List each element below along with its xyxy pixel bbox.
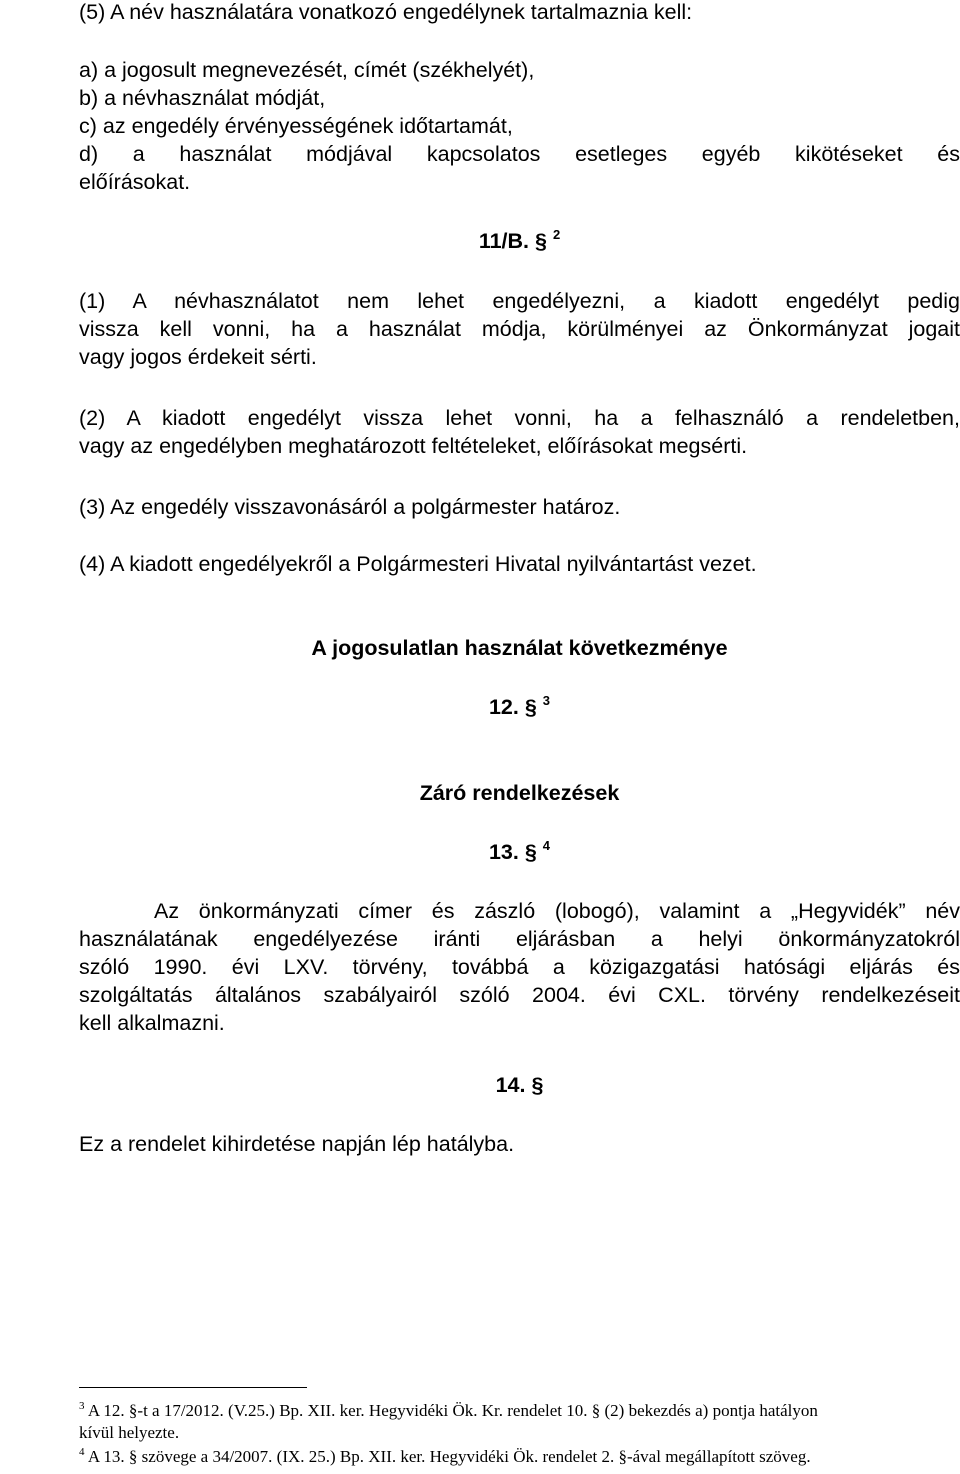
footnote-4 [79, 1446, 960, 1468]
paragraph-14: Ez a rendelet kihirdetése napján lép hatályba. [79, 1132, 515, 1156]
list-item: c) az engedély érvényességének időtartamát, [79, 114, 513, 138]
list-item: a) a jogosult megnevezését, címét (székhelyét), [79, 58, 535, 82]
section-title-unauthorized-use: A jogosulatlan használat következménye [311, 636, 728, 660]
footnote-number: 4 [79, 1446, 85, 1458]
section-heading-13 [79, 838, 960, 866]
section-heading-11b [79, 227, 960, 255]
text-line: (1) A névhasználatot nem lehet engedélyezni, a kiadott engedélyt pedig [79, 289, 960, 313]
footnote-line [79, 1400, 960, 1422]
text-line: kell alkalmazni. [79, 1011, 225, 1035]
text-line: vagy az engedélyben meghatározott feltételeket, előírásokat megsérti. [79, 434, 748, 458]
text-line: (2) A kiadott engedélyt vissza lehet vonni, ha a felhasználó a rendeletben, [79, 406, 960, 430]
footnote-number: 3 [79, 1400, 85, 1412]
list-item: b) a névhasználat módját, [79, 86, 326, 110]
text-line: vagy jogos érdekeit sérti. [79, 345, 317, 369]
section-heading-14: 14. § [495, 1073, 544, 1097]
paragraph-11b-1 [79, 287, 960, 371]
footnote-ref[interactable]: 4 [542, 838, 551, 853]
section-heading-text: 12. § [488, 695, 537, 719]
text-line: használatának engedélyezése iránti eljárásban a helyi önkormányzatokról [79, 927, 960, 951]
section-heading-text: 13. § [488, 840, 537, 864]
text-line: szóló 1990. évi LXV. törvény, továbbá a közigazgatási hatósági eljárás és [79, 955, 960, 979]
footnote-text: kívül helyezte. [79, 1423, 180, 1442]
footnote-text: A 13. § szövege a 34/2007. (IX. 25.) Bp. XII. ker. Hegyvidéki Ök. rendelet 2. §-ával megállapított szöveg. [87, 1447, 811, 1466]
text-line: szolgáltatás általános szabályairól szóló 2004. évi CXL. törvény rendelkezéseit [79, 983, 960, 1007]
text-line: vissza kell vonni, ha a használat módja, körülményei az Önkormányzat jogait [79, 317, 960, 341]
section5-list [79, 56, 960, 196]
section-heading-text: 11/B. § [478, 229, 547, 253]
section5-intro: (5) A név használatára vonatkozó engedélynek tartalmaznia kell: [79, 0, 693, 24]
list-item: előírásokat. [79, 170, 191, 194]
paragraph-11b-4: (4) A kiadott engedélyekről a Polgármesteri Hivatal nyilvántartást vezet. [79, 552, 757, 576]
list-item: d) a használat módjával kapcsolatos esetleges egyéb kikötéseket és [79, 142, 960, 166]
paragraph-11b-3: (3) Az engedély visszavonásáról a polgármester határoz. [79, 495, 621, 519]
section-title-closing: Záró rendelkezések [419, 781, 620, 805]
footnote-line [79, 1446, 960, 1468]
text-line: Az önkormányzati címer és zászló (lobogó), valamint a „Hegyvidék” név [154, 899, 960, 923]
footnote-ref[interactable]: 2 [552, 227, 561, 242]
paragraph-11b-2 [79, 404, 960, 460]
section-heading-12 [79, 693, 960, 721]
footnote-ref[interactable]: 3 [542, 693, 551, 708]
footnote-3 [79, 1400, 960, 1444]
paragraph-13 [79, 897, 960, 1037]
footnote-separator [79, 1387, 307, 1388]
footnote-text: A 12. §-t a 17/2012. (V.25.) Bp. XII. ker. Hegyvidéki Ök. Kr. rendelet 10. § (2) bekezdés a) pontja hatályon [87, 1401, 818, 1420]
